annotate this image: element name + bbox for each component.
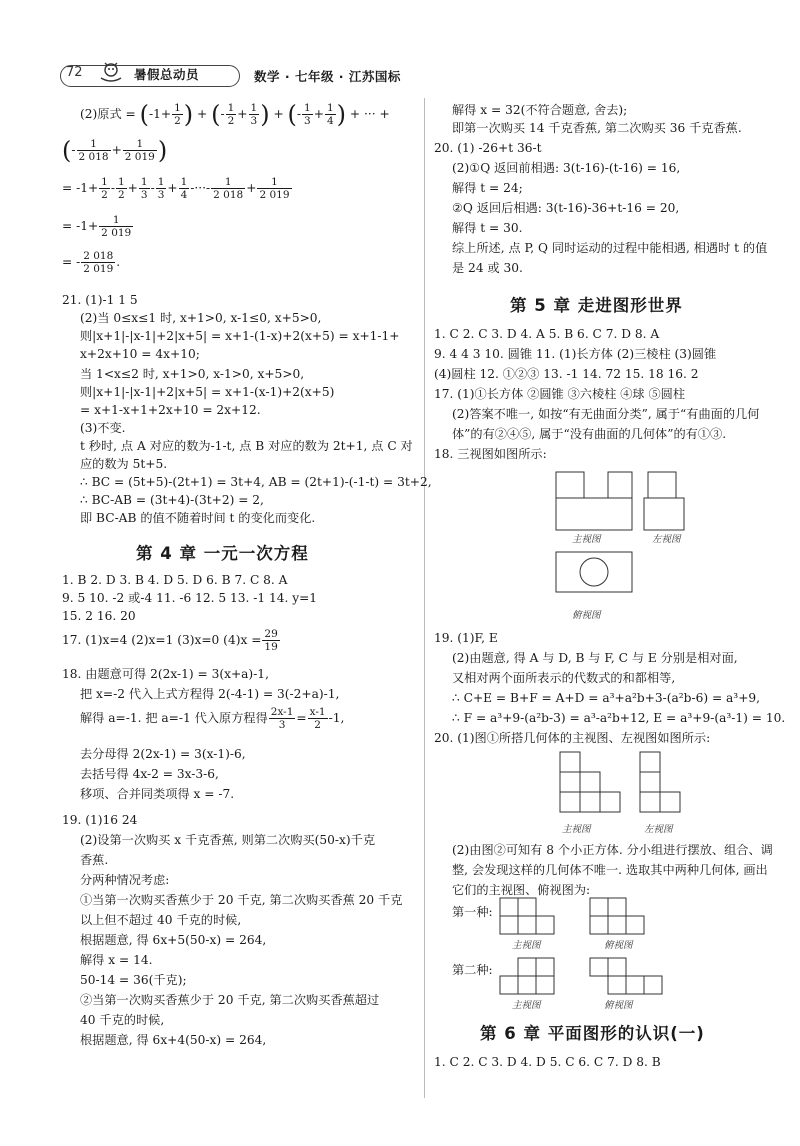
eq-term: + [111,143,122,157]
eq-term: - [71,143,76,157]
answer-line: 15. 2 16. 20 [62,609,136,623]
answer-line: 即第一次购买 14 千克香蕉, 第二次购买 36 千克香蕉. [452,121,742,135]
fraction: $\frac{1}{2}$ [117,176,125,201]
fraction: $\frac{2 018}{2 019}$ [83,250,114,275]
fraction: $\frac{1}{3}$ [304,102,311,127]
answer-line: 分两种情况考虑: [80,873,170,887]
answer-line: (4)圆柱 12. ①②③ 13. -1 14. 72 15. 18 16. 2 [434,367,699,381]
eq-operator: + [273,107,284,121]
fraction: $\frac{1}{2}$ [174,102,181,127]
answer-line: 即 BC-AB 的值不随着时间 t 的变化而变化. [80,511,316,525]
figure-caption: 左视图 [644,824,673,835]
eq-term: - [220,107,225,121]
answer-line: 21. (1)-1 1 5 [62,293,138,307]
fraction: $\frac{1}{3}$ [250,102,258,127]
answer-line: x+2x+10 = 4x+10; [80,347,200,361]
equation-line-2: (- $\frac{1}{2 018}$ + $\frac{1}{2 019}$ ) [62,136,168,165]
answer-line: 19. (1)16 24 [62,813,138,827]
figure-caption: 俯视图 [572,610,601,621]
answer-line: 解得 x = 14. [80,953,153,967]
fraction: $\frac{1}{2 019}$ [124,138,155,163]
figure-caption: 主视图 [512,1000,541,1011]
answer-line: (3)不变. [80,421,126,435]
answer-line: 又相对两个面所表示的代数式的和都相等, [452,671,676,685]
answer-line: 18. 三视图如图所示: [434,447,547,461]
eq-term: + [313,107,324,121]
answer-line: 则|x+1|-|x-1|+2|x+5| = x+1-(1-x)+2(x+5) = x+1-1+ [80,329,400,343]
chapter-heading: 第 4 章 一元一次方程 [136,544,309,563]
fraction: $\frac{29}{19}$ [264,628,278,653]
answer-line: 20. (1)图①所搭几何体的主视图、左视图如图所示: [434,731,711,745]
fraction: $\frac{1}{3}$ [140,176,148,201]
answer-line: (2)①Q 返回前相遇: 3(t-16)-(t-16) = 16, [452,161,681,175]
answer-line: (2)当 0≤x≤1 时, x+1>0, x-1≤0, x+5>0, [80,311,322,325]
column-divider [424,98,425,1098]
fraction: $\frac{x-1}{2}$ [309,706,326,731]
fraction: $\frac{1}{2 019}$ [101,214,132,239]
answer-line: ∴ F = a³+9-(a²b-3) = a³-a²b+12, E = a³+9-(a³-1) = 10. [452,711,786,725]
fraction: $\frac{1}{2}$ [227,102,235,127]
fraction: $\frac{1}{4}$ [180,176,188,201]
fraction: $\frac{1}{4}$ [326,102,334,127]
equation-line-1: (2)原式 = (-1+ $\frac{1}{2}$ ) + (- $\frac{1}{2}$ + $\frac{1}{3}$ ) + (- $\frac{1}{3}$ + $\frac{1}{4}$ ) + ··· + [80,100,390,129]
answer-line: ①当第一次购买香蕉少于 20 千克, 第二次购买香蕉 20 千克 [80,893,403,907]
mascot-icon [98,58,124,84]
answer-line: 香蕉. [80,853,109,867]
figure-caption: 俯视图 [604,940,633,951]
answer-line: 17. (1)①长方体 ②圆锥 ③六棱柱 ④球 ⑤圆柱 [434,387,686,401]
equation-line-4: = -1+ $\frac{1}{2 019}$ [62,214,132,239]
equation-line-5: = - $\frac{2 018}{2 019}$ . [62,250,121,275]
figure-caption: 俯视图 [604,1000,633,1011]
answer-line: 整, 会发现这样的几何体不唯一. 选取其中两种几何体, 画出 [452,863,768,877]
answer-line: 50-14 = 36(千克); [80,973,187,987]
answer-line: 40 千克的时候, [80,1013,165,1027]
answer-line: 把 x=-2 代入上式方程得 2(-4-1) = 3(-2+a)-1, [80,687,340,701]
cube-views-figure [550,750,700,822]
option-label: 第二种: [452,963,493,977]
answer-line: 解得 t = 24; [452,181,523,195]
answer-line: (2)答案不唯一, 如按“有无曲面分类”, 属于“有曲面的几何 [452,407,760,421]
answer-line: 去分母得 2(2x-1) = 3(x-1)-6, [80,747,246,761]
answer-line: 解得 t = 30. [452,221,523,235]
answer-line: 以上但不超过 40 千克的时候, [80,913,242,927]
answer-line: 解得 x = 32(不符合题意, 舍去); [452,103,628,117]
answer-line: 是 24 或 30. [452,261,523,275]
answer-line: (2)由题意, 得 A 与 D, B 与 F, C 与 E 分别是相对面, [452,651,738,665]
subject-grade-label: 数学 · 七年级 · 江苏国标 [254,69,401,84]
answer-line: 解得 a=-1. 把 a=-1 代入原方程得 $\frac{2x-1}{3}$ = $\frac{x-1}{2}$ -1, [80,706,345,731]
first-arrangement-views [498,896,698,940]
answer-line: 20. (1) -26+t 36-t [434,141,542,155]
answer-line: 根据题意, 得 6x+5(50-x) = 264, [80,933,267,947]
answer-line: 综上所述, 点 P, Q 同时运动的过程中能相遇, 相遇时 t 的值 [452,241,768,255]
eq-tail: + ··· + [349,107,390,121]
equation-prefix: (2)原式 = [80,107,136,121]
answer-line: 体”的有②④⑤, 属于“没有曲面的几何体”的有①③. [452,427,727,441]
answer-line: 9. 4 4 3 10. 圆锥 11. (1)长方体 (2)三棱柱 (3)圆锥 [434,347,717,361]
answer-line: 1. C 2. C 3. D 4. D 5. C 6. C 7. D 8. B [434,1055,661,1069]
eq-term: - [296,107,302,121]
chapter-heading: 第 6 章 平面图形的认识(一) [480,1024,705,1043]
answer-line: ②当第一次购买香蕉少于 20 千克, 第二次购买香蕉超过 [80,993,380,1007]
answer-line: ∴ BC-AB = (3t+4)-(3t+2) = 2, [80,493,264,507]
answer-line: (2)设第一次购买 x 千克香蕉, 则第二次购买(50-x)千克 [80,833,376,847]
chapter-heading: 第 5 章 走进图形世界 [510,296,683,315]
answer-line: 17. (1)x=4 (2)x=1 (3)x=0 (4)x = $\frac{29}{19}$ [62,628,278,653]
answer-line: ∴ C+E = B+F = A+D = a³+a²b+3-(a²b-6) = a³+9, [452,691,761,705]
figure-caption: 主视图 [562,824,591,835]
answer-line: 1. C 2. C 3. D 4. A 5. B 6. C 7. D 8. A [434,327,660,341]
book-title: 暑假总动员 [134,67,200,82]
answer-line: 它们的主视图、俯视图为: [452,883,591,897]
answer-line: 去括号得 4x-2 = 3x-3-6, [80,767,219,781]
answer-line: t 秒时, 点 A 对应的数为-1-t, 点 B 对应的数为 2t+1, 点 C 对 [80,439,413,453]
fraction: $\frac{1}{2 019}$ [259,176,290,201]
answer-line: 19. (1)F, E [434,631,498,645]
eq-term: + [237,107,248,121]
answer-line: 移项、合并同类项得 x = -7. [80,787,235,801]
answer-line: 9. 5 10. -2 或-4 11. -6 12. 5 13. -1 14. y=1 [62,591,318,605]
equation-line-3: = -1+ $\frac{1}{2}$ - $\frac{1}{2}$ + $\frac{1}{3}$ - $\frac{1}{3}$ + $\frac{1}{4}$ -···- $\frac{1}{2 018}$ + $\frac{1}{2 019}$ [62,176,290,201]
eq-term: -1+ [148,107,172,121]
answer-line: 根据题意, 得 6x+4(50-x) = 264, [80,1033,267,1047]
option-label: 第一种: [452,905,493,919]
fraction: $\frac{1}{2 018}$ [213,176,244,201]
answer-line: 当 1<x≤2 时, x+1>0, x-1>0, x+5>0, [80,367,305,381]
answer-line: (2)由图②可知有 8 个小正方体. 分小组进行摆放、组合、调 [452,843,773,857]
fraction: $\frac{1}{2}$ [101,176,108,201]
answer-line: ∴ BC = (5t+5)-(2t+1) = 3t+4, AB = (2t+1)-(-1-t) = 3t+2, [80,475,432,489]
figure-caption: 主视图 [512,940,541,951]
page-number: 72 [66,65,83,80]
figure-caption: 主视图 [572,534,601,545]
eq-operator: + [197,107,208,121]
answer-line: 则|x+1|-|x-1|+2|x+5| = x+1-(x-1)+2(x+5) [80,385,335,399]
page-header [60,62,760,88]
fraction: $\frac{1}{3}$ [157,176,165,201]
answer-line: = x+1-x+1+2x+10 = 2x+12. [80,403,261,417]
answer-line: ②Q 返回后相遇: 3(t-16)-36+t-16 = 20, [452,201,680,215]
figure-caption: 左视图 [652,534,681,545]
fraction: $\frac{1}{2 018}$ [78,138,109,163]
answer-line: 应的数为 5t+5. [80,457,168,471]
answer-line: 18. 由题意可得 2(2x-1) = 3(x+a)-1, [62,667,269,681]
answer-line: 1. B 2. D 3. B 4. D 5. D 6. B 7. C 8. A [62,573,288,587]
second-arrangement-views [498,956,698,1000]
fraction: $\frac{2x-1}{3}$ [270,706,294,731]
